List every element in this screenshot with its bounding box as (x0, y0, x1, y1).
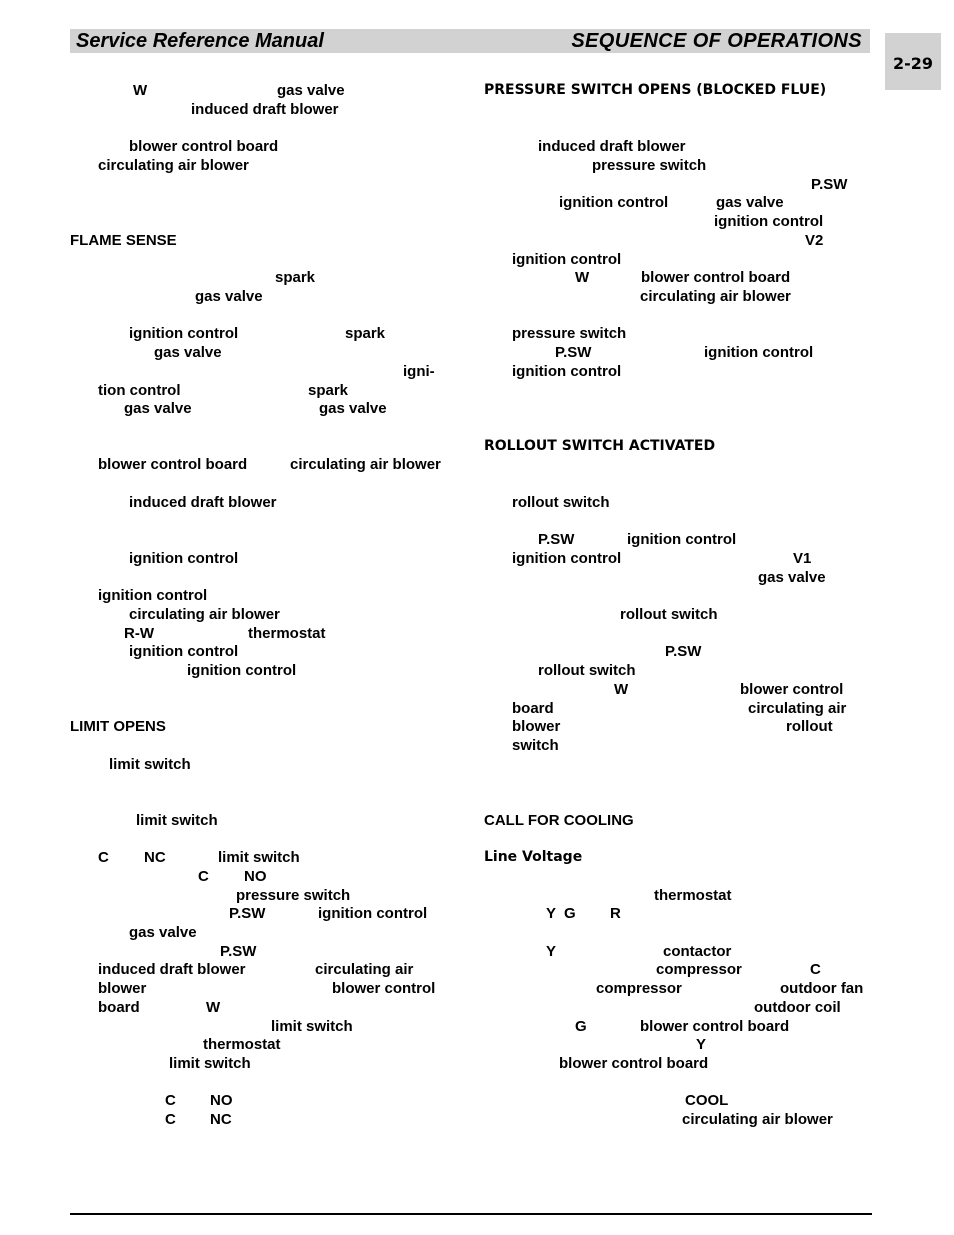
term: switch (512, 737, 559, 754)
term: gas valve (277, 82, 345, 99)
term: ignition control (129, 643, 239, 660)
term: compressor (596, 980, 682, 997)
term: ignition control (129, 325, 239, 342)
term: C (165, 1111, 176, 1128)
term: gas valve (758, 569, 826, 586)
page-tab (885, 33, 941, 90)
term: circulating air (315, 961, 414, 978)
term: ignition control (187, 662, 297, 679)
term: board (98, 999, 140, 1016)
term: gas valve (154, 344, 222, 361)
term: V1 (793, 550, 812, 567)
term: NC (144, 849, 166, 866)
term: R (610, 905, 621, 922)
term: blower control board (98, 456, 248, 473)
term: circulating air blower (682, 1111, 833, 1128)
term: C (810, 961, 821, 978)
term: V2 (805, 232, 824, 249)
term: induced draft blower (98, 961, 246, 978)
term: circulating air blower (98, 157, 249, 174)
term: W (133, 82, 148, 99)
term: blower control board (129, 138, 279, 155)
term: spark (275, 269, 316, 286)
term: circulating air blower (290, 456, 441, 473)
term: ignition control (627, 531, 737, 548)
term: pressure switch (236, 887, 351, 904)
term: rollout switch (538, 662, 636, 679)
rollout-heading: ROLLOUT SWITCH ACTIVATED (484, 438, 716, 454)
term: induced draft blower (538, 138, 686, 155)
term: outdoor fan (780, 980, 864, 997)
limit-opens-heading: LIMIT OPENS (70, 718, 166, 735)
term: Y (696, 1036, 707, 1053)
manual-title: Service Reference Manual (76, 30, 324, 52)
term: tion control (98, 382, 181, 399)
page-number: 2-29 (892, 54, 934, 73)
term: ignition control (512, 251, 622, 268)
term: blower (512, 718, 561, 735)
term: gas valve (129, 924, 197, 941)
term: blower control (332, 980, 436, 997)
term: ignition control (318, 905, 428, 922)
term: ignition control (714, 213, 824, 230)
term: outdoor coil (754, 999, 841, 1016)
term: blower control board (559, 1055, 709, 1072)
term: induced draft blower (191, 101, 339, 118)
term: rollout switch (512, 494, 610, 511)
term: P.SW (665, 643, 702, 660)
term: limit switch (218, 849, 300, 866)
term: thermostat (203, 1036, 281, 1053)
term: pressure switch (512, 325, 627, 342)
term: ignition control (559, 194, 669, 211)
term: P.SW (811, 176, 848, 193)
term: circulating air (748, 700, 847, 717)
section-title: SEQUENCE OF OPERATIONS (571, 30, 862, 52)
term: gas valve (319, 400, 387, 417)
term: circulating air blower (129, 606, 280, 623)
term: thermostat (654, 887, 732, 904)
term: P.SW (555, 344, 592, 361)
term: ignition control (129, 550, 239, 567)
term: NO (244, 868, 267, 885)
term: limit switch (109, 756, 191, 773)
term: spark (308, 382, 349, 399)
term: ignition control (512, 550, 622, 567)
term: G (575, 1018, 587, 1035)
term: pressure switch (592, 157, 707, 174)
term: P.SW (538, 531, 575, 548)
term: blower control board (641, 269, 791, 286)
term: induced draft blower (129, 494, 277, 511)
header-bar (70, 29, 870, 53)
term: thermostat (248, 625, 326, 642)
term: C (165, 1092, 176, 1109)
term: C (98, 849, 109, 866)
term: gas valve (195, 288, 263, 305)
term: rollout switch (620, 606, 718, 623)
term: W (206, 999, 221, 1016)
term: limit switch (169, 1055, 251, 1072)
term: rollout (786, 718, 833, 735)
footer-rule (70, 1213, 872, 1215)
term: ignition control (512, 363, 622, 380)
term: compressor (656, 961, 742, 978)
term: NO (210, 1092, 233, 1109)
term: W (614, 681, 629, 698)
term: circulating air blower (640, 288, 791, 305)
term: gas valve (124, 400, 192, 417)
term: limit switch (271, 1018, 353, 1035)
flame-sense-heading: FLAME SENSE (70, 232, 177, 249)
term: R-W (124, 625, 154, 642)
term: ignition control (98, 587, 208, 604)
term: limit switch (136, 812, 218, 829)
term: W (575, 269, 590, 286)
term: ignition control (704, 344, 814, 361)
term: P.SW (229, 905, 266, 922)
term: blower (98, 980, 147, 997)
term: gas valve (716, 194, 784, 211)
term: igni- (403, 363, 435, 380)
term: C (198, 868, 209, 885)
term: spark (345, 325, 386, 342)
term: P.SW (220, 943, 257, 960)
term: board (512, 700, 554, 717)
term: blower control (740, 681, 844, 698)
term: G (564, 905, 576, 922)
line-voltage-subheading: Line Voltage (484, 849, 583, 865)
term: contactor (663, 943, 732, 960)
term: Y (546, 905, 557, 922)
term: COOL (685, 1092, 729, 1109)
term: blower control board (640, 1018, 790, 1035)
term: NC (210, 1111, 232, 1128)
pressure-switch-heading: PRESSURE SWITCH OPENS (BLOCKED FLUE) (484, 82, 827, 98)
cooling-heading: CALL FOR COOLING (484, 812, 634, 829)
term: Y (546, 943, 557, 960)
